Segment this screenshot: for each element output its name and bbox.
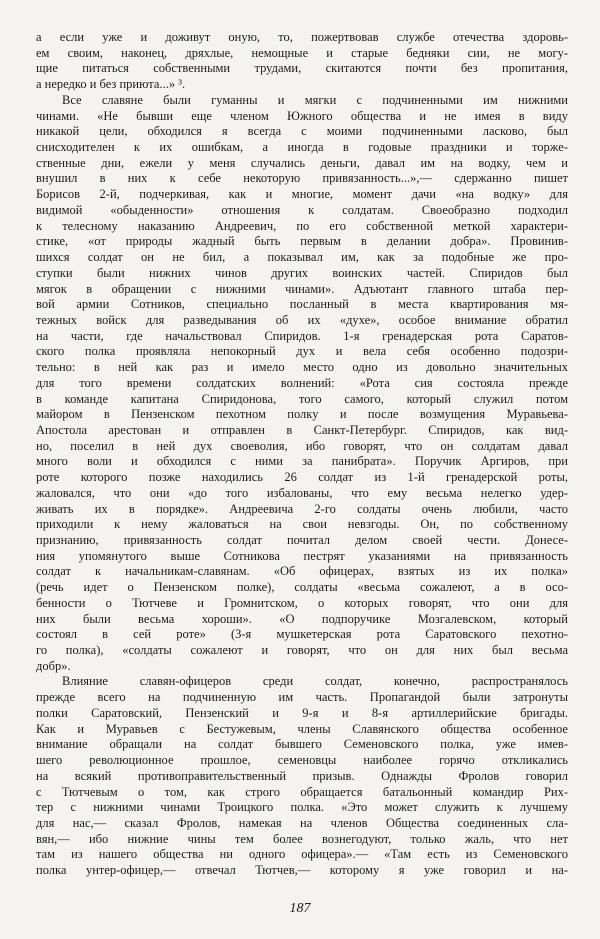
page-number: 187 <box>289 901 311 916</box>
text-line: Все славяне были гуманны и мягки с подчиненными им нижними <box>62 92 568 107</box>
text-line: признанию, привязанность солдат почитал делом своей чести. Донесе- <box>36 533 568 547</box>
text-line: тельно: в ней как раз и имело место одно из довольно значительных <box>36 360 568 375</box>
text-line: видимой «обыденности» отношения к солдатам. Своеобразно подходил <box>36 202 568 217</box>
text-line: Борисов 2-й, подчеркивая, как и многие, момент дачи «на водку» для <box>36 187 568 202</box>
text-line: а если уже и доживут оную, то, пожертвовав службе отечества здоровь- <box>36 30 568 44</box>
text-line: живать их в порядке». Андреевича 2-го солдаты очень любили, часто <box>36 501 568 516</box>
text-line: майором в Пензенском пехотном полку и после возмущения Муравьева- <box>36 407 568 422</box>
text-line: на всякий противоправительственный призыв. Однажды Фролов говорил <box>36 768 568 783</box>
text-line: (речь идет о Пензенском полке), солдаты «весьма сожалеют, а в осо- <box>36 580 568 595</box>
text-line: там из нашего общества ни одного офицера».— «Там есть из Семеновского <box>36 847 568 862</box>
text-line: а нередко и без приюта...» ³. <box>36 77 186 92</box>
text-line: внимание обращали на солдат бывшего Семеновского полка, уже имев- <box>36 737 568 752</box>
text-line: солдат к начальникам-славянам. «Об офицерах, взятых из их полка» <box>36 564 568 579</box>
text-line: ственные дни, ежели у меня случались деньги, давал им на водку, чем и <box>36 155 568 170</box>
text-line: прежде всего на подчиненную им часть. Пропагандой были затронуты <box>36 690 568 705</box>
text-line: к телесному наказанию Андреевич, по его собственной меткой характери- <box>36 218 568 233</box>
text-line: приходили к нему жаловаться на свои невзгоды. Он, по собственному <box>36 517 568 532</box>
text-line: с Тютчевым о том, как строго обращается батальонный командир Рих- <box>36 784 568 799</box>
text-line: шего революционное прошлое, семеновцы наиболее горячо откликались <box>36 753 568 768</box>
text-line: но, поселил в ней дух своеволия, ибо говорят, что он солдатам давал <box>36 438 568 453</box>
text-line: го полка), «солдаты сожалеют и говорят, что он для них был весьма <box>36 643 568 658</box>
body-text <box>36 30 568 879</box>
text-line: много воли и обходился с ними за панибрата». Поручик Аргиров, при <box>36 454 568 469</box>
text-line: ния упомянутого выше Сотникова пестрят указаниями на привязанность <box>36 548 568 563</box>
text-line: на части, где начальствовал Спиридов. 1-я гренадерская рота Саратов- <box>36 328 568 343</box>
text-line: стике, «от природы жадный быть первым в делании добра». Провинив- <box>36 234 568 249</box>
text-line: роте которого позже находились 26 солдат из 1-й гренадерской роты, <box>36 470 568 485</box>
text-line: для нас,— сказал Фролов, намекая на членов Общества соединенных сла- <box>36 815 568 830</box>
text-line: жаловался, что они «до того избалованы, что ему весьма нелегко удер- <box>36 485 568 500</box>
text-line: вой армии Сотников, специально посланный в места квартирования мя- <box>36 297 568 312</box>
text-line: ем своим, наконец, дряхлые, немощные и старые бедняки сии, не могу- <box>36 45 568 60</box>
text-line: полки Саратовский, Пензенский и 9-я и 8-я артиллерийские бригады. <box>36 705 568 720</box>
text-line: Апостола арестован и отправлен в Санкт-Петербург. Спиридов, как вид- <box>36 422 568 437</box>
text-line: тер с нижними чинами Троицкого полка. «Это может служить к лучшему <box>36 800 568 815</box>
text-line: ского полка проявляла непокорный дух и вела себя особенно подозри- <box>36 344 568 359</box>
text-line: них были весьма хороши». «О подпоручике Мозгалевском, который <box>36 611 568 626</box>
text-line: добр». <box>36 658 71 673</box>
text-line: мягок в обращении с нижними чинами». Адъютант главного штаба пер- <box>36 281 568 296</box>
text-line: внушил в них к себе некоторую привязанность...»,— сдержанно пишет <box>36 171 568 186</box>
text-line: для того времени солдатских волнений: «Рота сия состояла прежде <box>36 375 568 390</box>
text-line: ступки были нижних чинов других воинских частей. Спиридов был <box>36 265 568 280</box>
text-line: Как и Муравьев с Бестужевым, члены Славянского общества особенное <box>36 721 568 736</box>
text-line: в команде капитана Спиридонова, того самого, который служил потом <box>36 391 568 406</box>
text-line: тежных войск для разведывания об их «духе», особое внимание обратил <box>36 312 568 327</box>
text-line: щие питаться собственными трудами, скитаются почти без пропитания, <box>36 61 568 76</box>
text-line: Влияние славян-офицеров среди солдат, конечно, распространялось <box>62 674 568 689</box>
text-line: бенности о Тютчеве и Громнитском, о которых говорят, что они для <box>36 595 568 610</box>
text-line: снисходителен к их ошибкам, а иногда в годовые праздники и торже- <box>36 140 568 155</box>
text-line: шихся солдат он не бил, а показывал им, как за подобные же про- <box>36 250 568 265</box>
text-line: никакой цели, обходился я всегда с моими подчиненными ласково, был <box>36 124 568 139</box>
text-line: состоял в сей роте» (3-я мушкетерская рота Саратовского пехотно- <box>36 627 568 642</box>
text-line: полка унтер-офицер,— отвечал Тютчев,— которому я уже говорил и на- <box>36 863 568 878</box>
text-line: вян,— ибо нижние чины тем более вознегодуют, только жаль, что нет <box>36 831 568 846</box>
text-line: чинами. «Не бывши еще членом Южного общества и не имея в виду <box>36 108 568 123</box>
